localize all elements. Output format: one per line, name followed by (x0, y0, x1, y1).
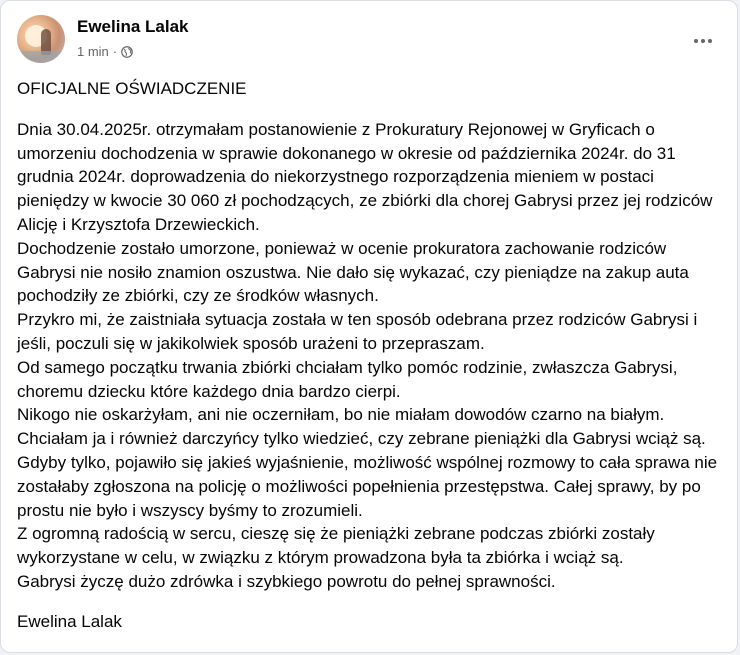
post-body: Dnia 30.04.2025r. otrzymałam postanowienie z Prokuratury Rejonowej w Gryficach o umorzeniu dochodzenia w sprawie dokonanego w okresie od października 2024r. do 31 grudnia 2024r. doprowadzenia do niekorzystnego rozporządzenia mieniem w postaci pieniędzy w kwocie 30 060 zł pochodzących, ze zbiórki dla chorej Gabrysi przez jej rodziców Alicję i Krzysztofa Drzewieckich. Dochodzenie zostało umorzone, ponieważ w ocenie prokuratora zachowanie rodziców Gabrysi nie nosiło znamion oszustwa. Nie dało się wykazać, czy pieniądze na zakup auta pochodziły ze zbiórki, czy ze środków własnych. Przykro mi, że zaistniała sytuacja została w ten sposób odebrana przez rodziców Gabrysi i jeśli, poczuli się w jakikolwiek sposób urażeni to przepraszam. Od samego początku trwania zbiórki chciałam tylko pomóc rodzinie, zwłaszcza Gabrysi, choremu dziecku które każdego dnia bardzo cierpi. Nikogo nie oskarżyłam, ani nie oczerniłam, bo nie miałam dowodów czarno na białym. Chciałam ja i również darczyńcy tylko wiedzieć, czy zebrane pieniążki dla Gabrysi wciąż są. Gdyby tylko, pojawiło się jakieś wyjaśnienie, możliwość wspólnej rozmowy to cała sprawa nie zostałaby zgłoszona na policję o możliwości popełnienia przestępstwa. Całej sprawy, by po prostu nie było i wszyscy byśmy to zrozumieli. Z ogromną radością w sercu, cieszę się że pieniążki zebrane podczas zbiórki zostały wykorzystane w celu, w związku z którym prowadzona była ta zbiórka i wciąż są. Gabrysi życzę dużo zdrówka i szybkiego powrotu do pełnej sprawności. (17, 119, 718, 591)
more-options-button[interactable] (685, 23, 721, 59)
post-signature: Ewelina Lalak (17, 611, 122, 631)
post-meta (77, 44, 133, 59)
globe-icon[interactable] (121, 46, 133, 58)
post-header (17, 13, 721, 65)
avatar[interactable] (17, 15, 65, 63)
author-name[interactable]: Ewelina Lalak (77, 17, 189, 36)
meta-separator: · (112, 44, 118, 59)
more-options-icon (694, 39, 712, 43)
post-heading: OFICJALNE OŚWIADCZENIE (17, 79, 247, 98)
avatar-ground (17, 51, 65, 63)
post-time[interactable]: 1 min (77, 44, 109, 59)
post-content (17, 77, 719, 634)
